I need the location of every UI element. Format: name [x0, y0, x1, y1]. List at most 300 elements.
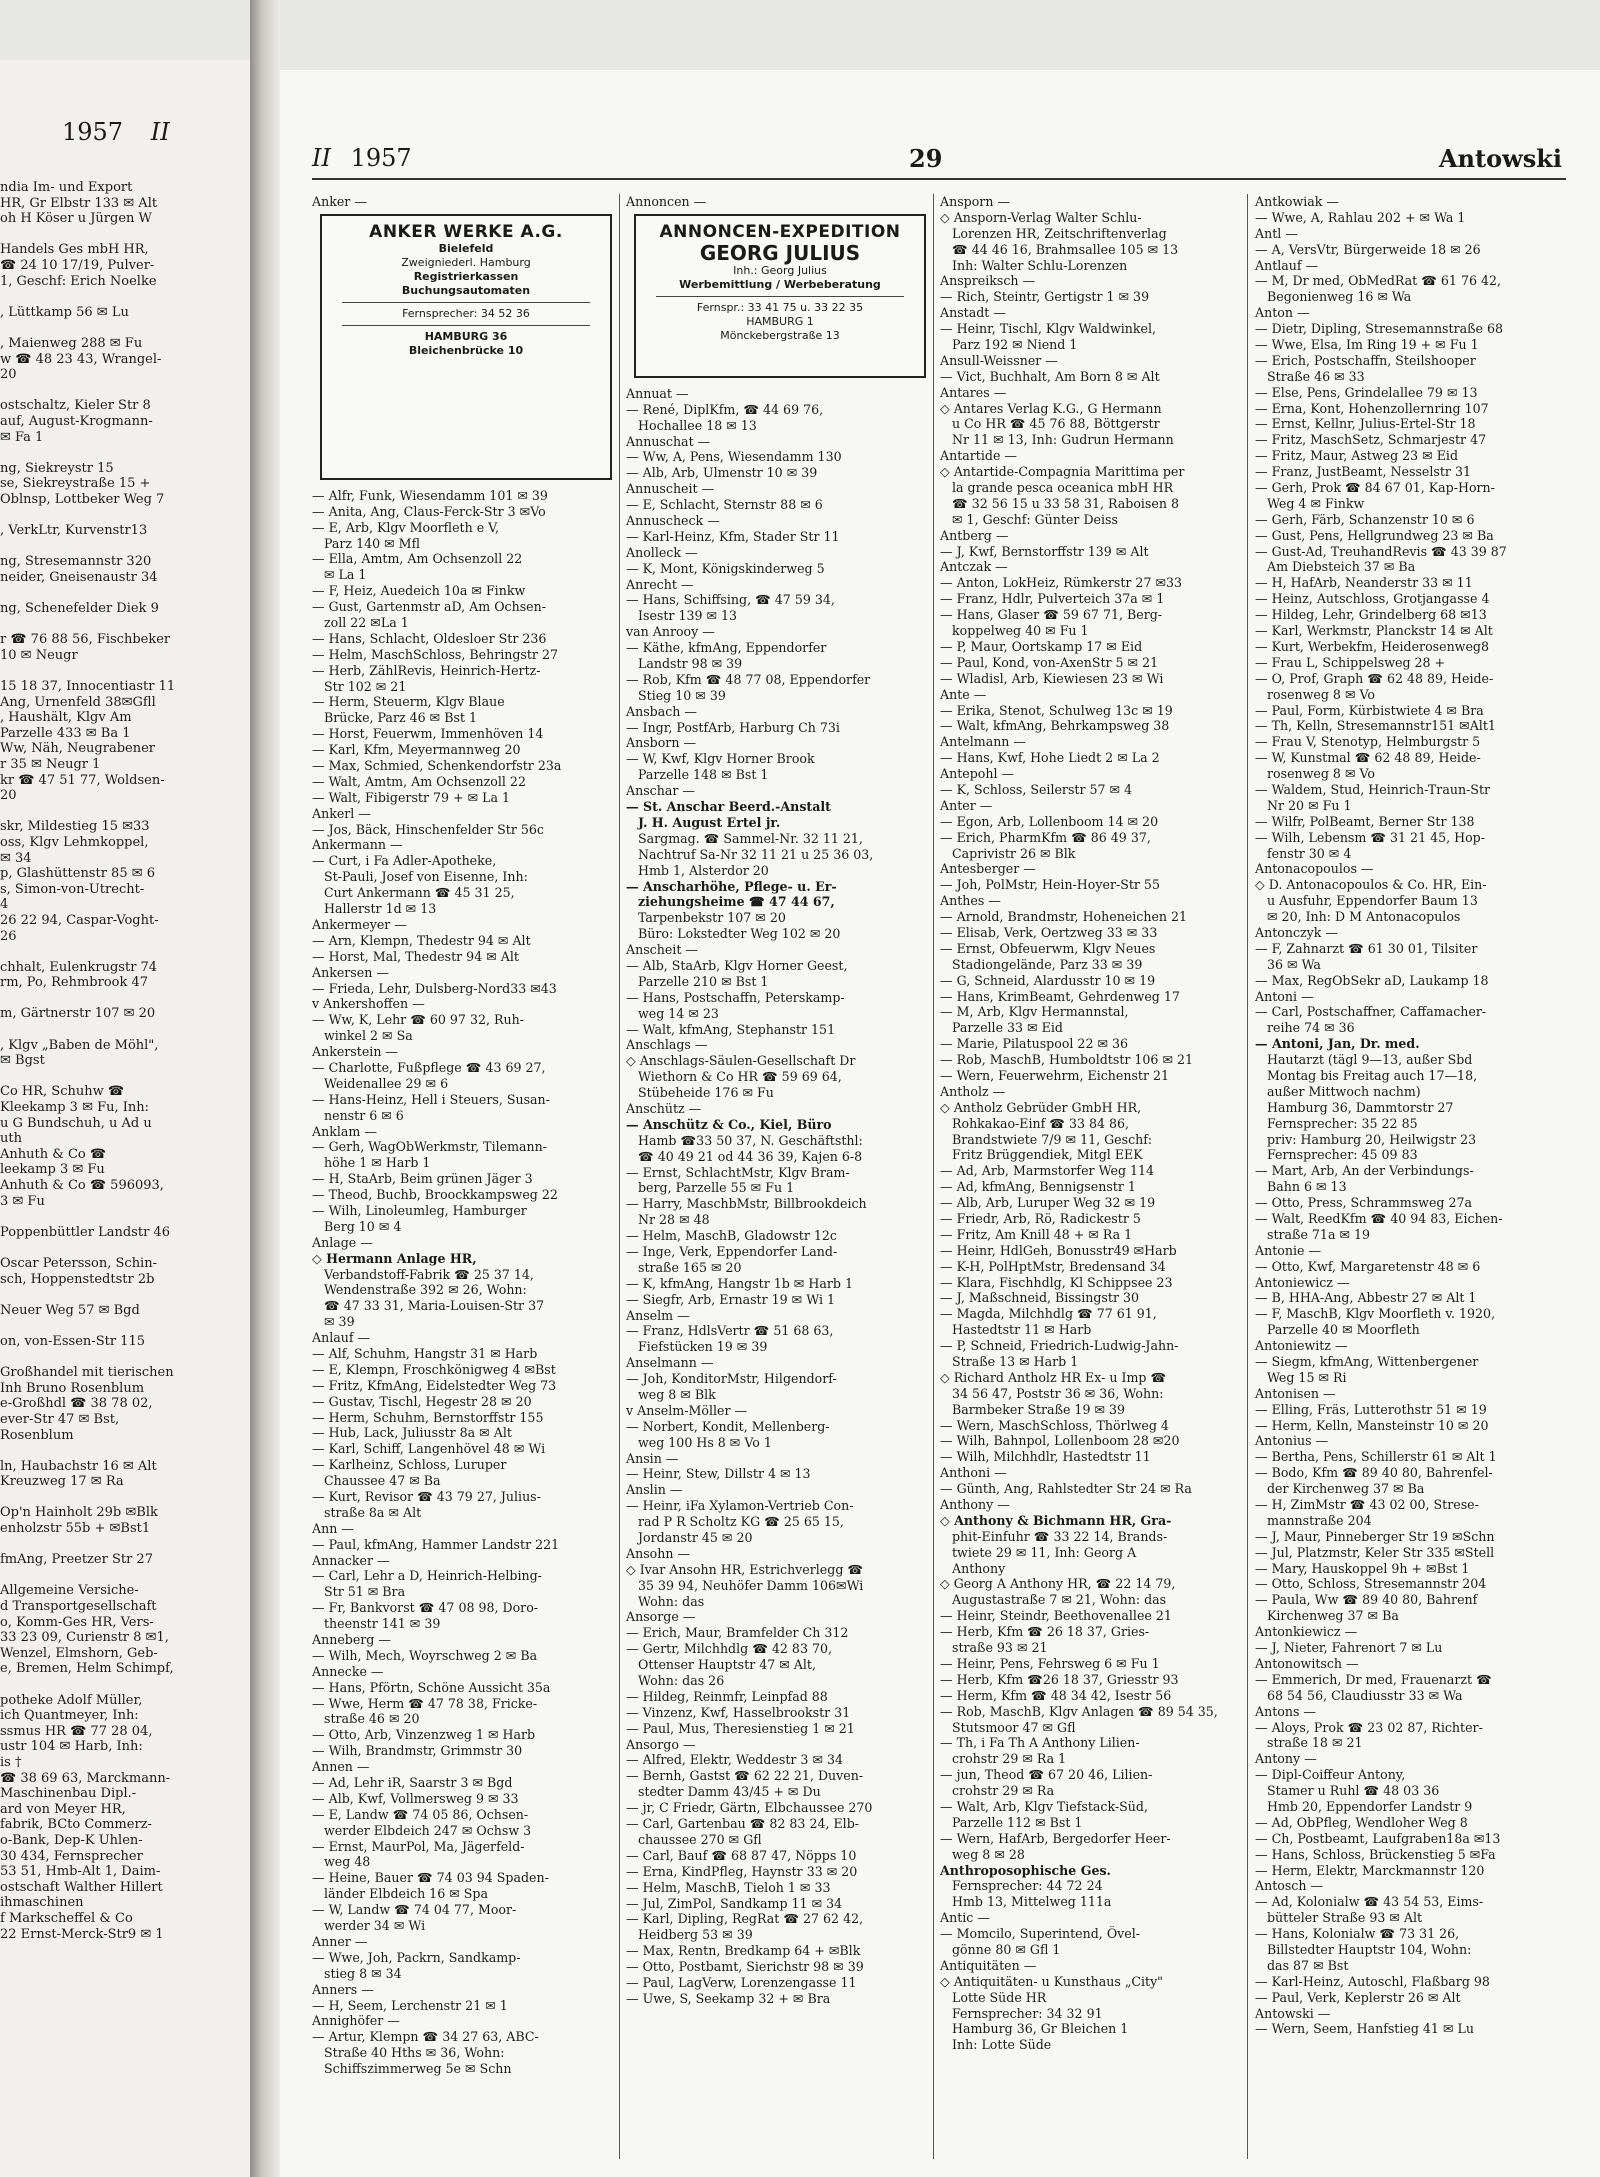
entry-line: — Gustav, Tischl, Hegestr 28 ✉ 20	[312, 1393, 532, 1409]
entry-line: — René, DiplKfm, ☎ 44 69 76,	[626, 401, 824, 417]
business-entry: ziehungsheime ☎ 47 44 67,	[638, 894, 835, 910]
entry-line: — Otto, Kwf, Margaretenstr 48 ✉ 6	[1255, 1258, 1481, 1274]
entry-line: — Heinr, Pens, Fehrsweg 6 ✉ Fu 1	[940, 1655, 1160, 1671]
left-page-line: f Markscheffel & Co	[0, 1910, 133, 1926]
entry-line: — Vict, Buchhalt, Am Born 8 ✉ Alt	[940, 368, 1160, 384]
entry-line: — Wwe, Elsa, Im Ring 19 + ✉ Fu 1	[1255, 337, 1479, 353]
entry-continuation: u Ausfuhr, Eppendorfer Baum 13	[1267, 893, 1478, 909]
surname-heading: Anschar —	[626, 783, 695, 799]
entry-line: — Karl, Dipling, RegRat ☎ 27 62 42,	[626, 1911, 864, 1927]
entry-continuation: theenstr 141 ✉ 39	[324, 1616, 441, 1632]
left-page-line: 53 51, Hmb-Alt 1, Daim-	[0, 1864, 161, 1880]
left-page-line: auf, August-Krogmann-	[0, 413, 153, 429]
entry-line: — Ww, K, Lehr ☎ 60 97 32, Ruh-	[312, 1012, 524, 1028]
entry-line: — Max, Schmied, Schenkendorfstr 23a	[312, 758, 562, 774]
business-entry: — St. Anschar Beerd.-Anstalt	[626, 799, 831, 815]
entry-continuation: zoll 22 ✉La 1	[324, 615, 409, 631]
entry-continuation: u Co HR ☎ 45 76 88, Böttgerstr	[952, 416, 1160, 432]
left-page-line: ich Quantmeyer, Inh:	[0, 1708, 139, 1724]
left-page-column	[0, 180, 238, 1942]
entry-line: — Rob, Kfm ☎ 48 77 08, Eppendorfer	[626, 671, 871, 687]
entry-continuation: crohstr 29 ✉ Ra	[952, 1783, 1055, 1799]
business-entry: — Anschütz & Co., Kiel, Büro	[626, 1116, 832, 1132]
entry-line: — Rob, MaschB, Humboldtstr 106 ✉ 21	[940, 1052, 1194, 1068]
entry-continuation: Anthony	[952, 1560, 1006, 1576]
left-page-line	[0, 1209, 238, 1225]
left-page-line: ssmus HR ☎ 77 28 04,	[0, 1723, 153, 1739]
left-page-line: kr ☎ 47 51 77, Woldsen-	[0, 772, 165, 788]
surname-heading: Antczak —	[940, 559, 1008, 575]
entry-line: — Elling, Fräs, Lutterothstr 51 ✉ 19	[1255, 1401, 1487, 1417]
entry-line: — Wilh, Mech, Woyrschweg 2 ✉ Ba	[312, 1647, 538, 1663]
surname-heading: Antoniewitz —	[1255, 1338, 1348, 1354]
entry-line: — Alb, Arb, Ulmenstr 10 ✉ 39	[626, 465, 818, 481]
surname-heading: Antonisen —	[1255, 1385, 1336, 1401]
left-page-year: 1957	[62, 118, 124, 146]
entry-line: — Dietr, Dipling, Stresemannstraße 68	[1255, 321, 1503, 337]
entry-line: — Ww, A, Pens, Wiesendamm 130	[626, 449, 842, 465]
entry-line: — E, Landw ☎ 74 05 86, Ochsen-	[312, 1806, 529, 1822]
entry-line: — Wilh, Bahnpol, Lollenboom 28 ✉20	[940, 1433, 1180, 1449]
left-page-line: skr, Mildestieg 15 ✉33	[0, 819, 150, 835]
entry-continuation: rad P R Scholtz KG ☎ 25 65 15,	[638, 1514, 844, 1530]
entry-line: — Paul, LagVerw, Lorenzengasse 11	[626, 1974, 857, 1990]
left-page-line: o, Komm-Ges HR, Vers-	[0, 1614, 154, 1630]
entry-line: — E, Klempn, Froschkönigweg 4 ✉Bst	[312, 1361, 556, 1377]
ad-address-city: HAMBURG 1	[746, 314, 814, 328]
surname-heading: Antlauf —	[1255, 257, 1319, 273]
entry-continuation: Parz 140 ✉ Mfl	[324, 535, 420, 551]
surname-heading: Ansorge —	[626, 1609, 696, 1625]
entry-line: — Otto, Schloss, Stresemannstr 204	[1255, 1576, 1487, 1592]
entry-line: — Momcilo, Superintend, Övel-	[940, 1926, 1140, 1942]
left-page-line: 15 18 37, Innocentiastr 11	[0, 679, 176, 694]
entry-line: — Herm, Elektr, Marckmannstr 120	[1255, 1862, 1485, 1878]
header-roman-numeral: II	[312, 144, 331, 172]
left-page-line: se, Siekreystraße 15 +	[0, 476, 151, 492]
entry-line: — Carl, Gartenbau ☎ 82 83 24, Elb-	[626, 1816, 860, 1832]
entry-line: — Paul, Kond, von-AxenStr 5 ✉ 21	[940, 654, 1159, 670]
entry-line: — Wern, MaschSchloss, Thörlweg 4	[940, 1417, 1169, 1433]
entry-line: — Erna, KindPfleg, Haynstr 33 ✉ 20	[626, 1863, 858, 1879]
entry-line: — Vinzenz, Kwf, Hasselbrookstr 31	[626, 1704, 851, 1720]
left-page-line: ostschaltz, Kieler Str 8	[0, 398, 151, 414]
entry-line: — Else, Pens, Grindelallee 79 ✉ 13	[1255, 384, 1478, 400]
entry-continuation: straße 93 ✉ 21	[952, 1640, 1048, 1656]
entry-continuation: Parzelle 40 ✉ Moorfleth	[1267, 1322, 1420, 1338]
entry-line: — Frieda, Lehr, Dulsberg-Nord33 ✉43	[312, 980, 557, 996]
left-page-line: s, Simon-von-Utrecht-	[0, 881, 145, 897]
entry-line: — Mary, Hauskoppel 9h + ✉Bst 1	[1255, 1560, 1470, 1576]
surname-heading: Ankersen —	[312, 964, 389, 980]
left-page-line: Oscar Petersson, Schin-	[0, 1255, 157, 1271]
surname-heading: Ankermeyer —	[312, 916, 407, 932]
page-header-left	[312, 144, 412, 172]
entry-line: — F, Zahnarzt ☎ 61 30 01, Tilsiter	[1255, 940, 1478, 956]
left-page-line: ☎ 24 10 17/19, Pulver-	[0, 257, 155, 273]
surname-heading: Antonacopoulos —	[1255, 861, 1374, 877]
entry-line: — Hans, Postschaffn, Peterskamp-	[626, 989, 845, 1005]
surname-heading: Ansbach —	[626, 703, 697, 719]
ad-city: Bielefeld	[438, 241, 494, 255]
entry-continuation: ☎ 47 33 31, Maria-Louisen-Str 37	[324, 1298, 545, 1314]
left-page-line	[0, 539, 238, 555]
entry-line: — Jul, ZimPol, Sandkamp 11 ✉ 34	[626, 1895, 843, 1911]
entry-line: — Paul, Form, Kürbistwiete 4 ✉ Bra	[1255, 702, 1484, 718]
entry-continuation: Nachtruf Sa-Nr 32 11 21 u 25 36 03,	[638, 846, 874, 862]
left-page-line: r ☎ 76 88 56, Fischbeker	[0, 632, 171, 648]
running-head: Antowski	[1438, 144, 1562, 173]
entry-continuation: Tarpenbekstr 107 ✉ 20	[638, 910, 786, 926]
entry-line: — J, Nieter, Fahrenort 7 ✉ Lu	[1255, 1640, 1443, 1656]
entry-line: — jun, Theod ☎ 67 20 46, Lilien-	[940, 1767, 1153, 1783]
surname-heading: Ansporn —	[940, 194, 1011, 209]
entry-line: — Siegm, kfmAng, Wittenbergener	[1255, 1354, 1479, 1370]
left-page-line	[0, 1677, 238, 1693]
entry-line: — H, StaArb, Beim grünen Jäger 3	[312, 1171, 533, 1187]
annoncen-expedition-advertisement	[634, 214, 926, 378]
entry-line: — Karl, Kfm, Meyermannweg 20	[312, 742, 521, 758]
surname-heading: Anscheit —	[626, 942, 698, 958]
entry-continuation: Hmb 13, Mittelweg 111a	[952, 1894, 1112, 1910]
left-page-line: leekamp 3 ✉ Fu	[0, 1162, 105, 1178]
ad-company-name: ANNONCEN-EXPEDITION	[659, 221, 901, 242]
surname-heading: Antic —	[940, 1910, 990, 1926]
entry-line: — J, Maur, Pinneberger Str 19 ✉Schn	[1255, 1528, 1495, 1544]
business-entry: Anthroposophische Ges.	[940, 1862, 1111, 1878]
entry-continuation: Nr 11 ✉ 13, Inh: Gudrun Hermann	[952, 432, 1174, 448]
entry-line: — Dipl-Coiffeur Antony,	[1255, 1767, 1406, 1783]
entry-continuation: 35 39 94, Neuhöfer Damm 106✉Wi	[638, 1577, 864, 1593]
entry-line: — Hans, Schiffsing, ☎ 47 59 34,	[626, 592, 835, 608]
entry-continuation: rosenweg 8 ✉ Vo	[1267, 686, 1376, 702]
entry-continuation: Stadiongelände, Parz 33 ✉ 39	[952, 956, 1143, 972]
surname-heading: Annen —	[312, 1759, 370, 1775]
left-page-line: 26 22 94, Caspar-Voght-	[0, 912, 159, 928]
surname-heading: Anthoni —	[940, 1465, 1007, 1481]
left-page-line: Ang, Urnenfeld 38✉Gfll	[0, 694, 156, 710]
entry-line: — Joh, PolMstr, Hein-Hoyer-Str 55	[940, 877, 1160, 893]
left-page-line	[0, 1318, 238, 1334]
surname-heading: Antkowiak —	[1255, 194, 1340, 209]
entry-line: — Harry, MaschbMstr, Billbrookdeich	[626, 1196, 867, 1212]
surname-heading: Anker —	[312, 194, 367, 209]
left-page-line: ng, Siekreystr 15	[0, 460, 114, 476]
surname-heading: Antiquitäten —	[940, 1957, 1037, 1973]
entry-line: — Fritz, MaschSetz, Schmarjestr 47	[1255, 432, 1487, 448]
business-entry: ◇ Anthony & Bichmann HR, Gra-	[940, 1512, 1172, 1528]
left-page-line: Co HR, Schuhw ☎	[0, 1084, 125, 1100]
anker-werke-advertisement	[320, 214, 612, 480]
surname-heading: Antholz —	[940, 1083, 1006, 1099]
surname-heading: Antony —	[1255, 1751, 1317, 1767]
entry-line: — Otto, Postbamt, Sierichstr 98 ✉ 39	[626, 1959, 864, 1975]
entry-continuation: Kirchenweg 37 ✉ Ba	[1267, 1608, 1399, 1624]
ad-address-city: HAMBURG 36	[424, 329, 508, 343]
entry-continuation: Brücke, Parz 46 ✉ Bst 1	[324, 710, 477, 726]
left-page-line: , Maienweg 288 ✉ Fu	[0, 335, 143, 351]
entry-line: — Herb, ZählRevis, Heinrich-Hertz-	[312, 662, 541, 678]
entry-line: — Erich, PharmKfm ☎ 86 49 37,	[940, 829, 1151, 845]
entry-line: — Erich, Maur, Bramfelder Ch 312	[626, 1625, 849, 1641]
entry-continuation: ✉ 20, Inh: D M Antonacopulos	[1267, 909, 1461, 925]
entry-continuation: stieg 8 ✉ 34	[324, 1965, 402, 1981]
entry-line: — Helm, MaschB, Gladowstr 12c	[626, 1228, 837, 1244]
left-page-line: sch, Hoppenstedtstr 2b	[0, 1271, 155, 1287]
entry-line: ◇ Ivar Ansohn HR, Estrichverlegg ☎	[626, 1561, 864, 1577]
surname-heading: Antonkiewicz —	[1255, 1624, 1358, 1640]
left-page-line: , Klgv „Baben de Möhl",	[0, 1037, 159, 1053]
entry-continuation: Parzelle 210 ✉ Bst 1	[638, 973, 769, 989]
entry-continuation: werder 34 ✉ Wi	[324, 1918, 426, 1934]
entry-line: ◇ D. Antonacopoulos & Co. HR, Ein-	[1255, 877, 1487, 893]
entry-line: — Franz, HdlsVertr ☎ 51 68 63,	[626, 1323, 834, 1339]
left-page-line: ☎ 38 69 63, Marckmann-	[0, 1770, 171, 1786]
surname-heading: Ante —	[940, 686, 987, 702]
entry-line: — Hans, Schlacht, Oldesloer Str 236	[312, 630, 547, 646]
surname-heading: Antl —	[1255, 225, 1298, 241]
entry-continuation: Stübeheide 176 ✉ Fu	[638, 1085, 774, 1101]
left-page-line: Parzelle 433 ✉ Ba 1	[0, 725, 131, 741]
entry-line: — Egon, Arb, Lollenboom 14 ✉ 20	[940, 813, 1159, 829]
surname-heading: Anrecht —	[626, 576, 694, 592]
entry-line: — Heinz, Autschloss, Grotjangasse 4	[1255, 591, 1490, 607]
left-page-line: e, Bremen, Helm Schimpf,	[0, 1661, 174, 1677]
column-divider	[933, 194, 934, 2159]
entry-continuation: Stutsmoor 47 ✉ Gfl	[952, 1719, 1076, 1735]
left-page-line	[0, 507, 238, 523]
entry-continuation: Hmb 20, Eppendorfer Landstr 9	[1267, 1798, 1473, 1814]
entry-line: — Rich, Steintr, Gertigstr 1 ✉ 39	[940, 289, 1150, 305]
entry-line: — A, VersVtr, Bürgerweide 18 ✉ 26	[1255, 241, 1481, 257]
entry-continuation: Augustastraße 7 ✉ 21, Wohn: das	[952, 1592, 1167, 1608]
entry-line: — B, HHA-Ang, Abbestr 27 ✉ Alt 1	[1255, 1290, 1477, 1306]
entry-continuation: Parzelle 33 ✉ Eid	[952, 1020, 1063, 1036]
entry-line: — Helm, MaschB, Tieloh 1 ✉ 33	[626, 1879, 831, 1895]
left-page-line: uth	[0, 1131, 22, 1147]
entry-line: — F, MaschB, Klgv Moorfleth v. 1920,	[1255, 1306, 1496, 1322]
entry-line: — Bertha, Pens, Schillerstr 61 ✉ Alt 1	[1255, 1449, 1497, 1465]
entry-continuation: Barmbeker Straße 19 ✉ 39	[952, 1401, 1126, 1417]
entry-line: — G, Schneid, Alardusstr 10 ✉ 19	[940, 972, 1156, 988]
ad-divider	[342, 325, 590, 326]
entry-line: — M, Dr med, ObMedRat ☎ 61 76 42,	[1255, 273, 1501, 289]
left-page-line: 30 434, Fernsprecher	[0, 1848, 143, 1864]
entry-line: — jr, C Friedr, Gärtn, Elbchaussee 270	[626, 1800, 873, 1816]
surname-heading: Antons —	[1255, 1703, 1317, 1719]
surname-heading: Anlauf —	[312, 1330, 371, 1346]
entry-line: — Charlotte, Fußpflege ☎ 43 69 27,	[312, 1059, 546, 1075]
left-page-line	[0, 1443, 238, 1459]
directory-column-1	[312, 194, 612, 2169]
left-page-line: Neuer Weg 57 ✉ Bgd	[0, 1302, 140, 1318]
surname-heading: Ankerl —	[312, 805, 371, 821]
entry-line: — K-H, PolHptMstr, Bredensand 34	[940, 1258, 1166, 1274]
entry-line: — Paul, kfmAng, Hammer Landstr 221	[312, 1536, 560, 1552]
entry-line: — Wern, HafArb, Bergedorfer Heer-	[940, 1830, 1171, 1846]
entry-continuation: 34 56 47, Poststr 36 ✉ 36, Wohn:	[952, 1385, 1164, 1401]
entry-line: — Wilh, Milchhdlr, Hastedtstr 11	[940, 1449, 1151, 1465]
left-page-line: ln, Haubachstr 16 ✉ Alt	[0, 1458, 157, 1474]
entry-continuation: Hochallee 18 ✉ 13	[638, 417, 757, 433]
entry-line: — Karlheinz, Schloss, Luruper	[312, 1457, 507, 1473]
entry-line: — Horst, Mal, Thedestr 94 ✉ Alt	[312, 948, 519, 964]
entry-continuation: straße 165 ✉ 20	[638, 1259, 742, 1275]
ad-phone: Fernsprecher: 34 52 36	[402, 306, 530, 320]
entry-continuation: der Kirchenweg 37 ✉ Ba	[1267, 1481, 1425, 1497]
entry-line: — Otto, Press, Schrammsweg 27a	[1255, 1195, 1473, 1211]
left-page-line: ever-Str 47 ✉ Bst,	[0, 1411, 120, 1427]
surname-heading: Anselmann —	[626, 1355, 714, 1371]
left-page-line: Wenzel, Elmshorn, Geb-	[0, 1645, 158, 1661]
ad-branch: Zweigniederl. Hamburg	[401, 255, 531, 269]
surname-heading: Ankermann —	[312, 837, 403, 853]
entry-line: — Jos, Bäck, Hinschenfelder Str 56c	[312, 821, 544, 837]
surname-heading: Anklam —	[312, 1123, 377, 1139]
entry-continuation: ✉ 1, Geschf: Günter Deiss	[952, 511, 1118, 527]
entry-line: — Siegfr, Arb, Ernastr 19 ✉ Wi 1	[626, 1291, 835, 1307]
entry-line: — Norbert, Kondit, Mellenberg-	[626, 1418, 830, 1434]
entry-line: — Max, RegObSekr aD, Laukamp 18	[1255, 972, 1489, 988]
left-page-line	[0, 289, 238, 305]
left-page-line: ✉ Fa 1	[0, 429, 44, 445]
entry-line: — Bodo, Kfm ☎ 89 40 80, Bahrenfel-	[1255, 1465, 1493, 1481]
entry-line: — Walt, kfmAng, Behrkampsweg 38	[940, 718, 1170, 734]
left-page-line: 10 ✉ Neugr	[0, 647, 78, 663]
entry-continuation: straße 46 ✉ 20	[324, 1711, 420, 1727]
surname-heading: Ansorgo —	[626, 1736, 696, 1752]
entry-line: — Fr, Bankvorst ☎ 47 08 98, Doro-	[312, 1600, 539, 1616]
left-page-line	[0, 383, 238, 399]
left-page-line: enholzstr 55b + ✉Bst1	[0, 1521, 151, 1537]
left-page-line: ng, Schenefelder Diek 9	[0, 601, 159, 617]
ad-address-street: Mönckebergstraße 13	[720, 328, 840, 342]
directory-page	[280, 70, 1600, 2177]
entry-continuation: Billstedter Hauptstr 104, Wohn:	[1267, 1941, 1472, 1957]
entry-line: — Gertr, Milchhdlg ☎ 42 83 70,	[626, 1641, 832, 1657]
entry-line: — Walt, kfmAng, Stephanstr 151	[626, 1021, 836, 1037]
entry-line: — Marie, Pilatuspool 22 ✉ 36	[940, 1036, 1129, 1052]
left-page-line: Op'n Hainholt 29b ✉Blk	[0, 1505, 158, 1521]
entry-continuation: Wiethorn & Co HR ☎ 59 69 64,	[638, 1069, 842, 1085]
entry-line: — Ella, Amtm, Am Ochsenzoll 22	[312, 551, 523, 567]
surname-heading: Annuscheit —	[626, 481, 715, 497]
entry-line: — Herb, Kfm ☎26 18 37, Griesstr 93	[940, 1671, 1179, 1687]
entry-line: — Franz, Hdlr, Pulverteich 37a ✉ 1	[940, 591, 1165, 607]
entry-line: — Paul, Mus, Theresienstieg 1 ✉ 21	[626, 1720, 855, 1736]
entry-line: — Fritz, Am Knill 48 + ✉ Ra 1	[940, 1226, 1133, 1242]
entry-continuation: Parzelle 148 ✉ Bst 1	[638, 767, 769, 783]
entry-continuation: Büro: Lokstedter Weg 102 ✉ 20	[638, 926, 841, 942]
surname-heading: van Anrooy —	[626, 624, 715, 640]
entry-line: — Magda, Milchhdlg ☎ 77 61 91,	[940, 1306, 1157, 1322]
surname-heading: Antelmann —	[940, 734, 1027, 750]
entry-continuation: Stieg 10 ✉ 39	[638, 687, 726, 703]
entry-line: — Walt, Arb, Klgv Tiefstack-Süd,	[940, 1798, 1148, 1814]
book-gutter	[250, 0, 280, 2177]
left-page-header	[62, 118, 237, 158]
entry-continuation: Verbandstoff-Fabrik ☎ 25 37 14,	[324, 1266, 534, 1282]
left-page-line: HR, Gr Elbstr 133 ✉ Alt	[0, 195, 158, 211]
entry-line: — Uwe, S, Seekamp 32 + ✉ Bra	[626, 1990, 831, 2006]
left-page-line: 4	[0, 897, 9, 913]
entry-continuation: fenstr 30 ✉ 4	[1267, 845, 1352, 861]
entry-line: — Rob, MaschB, Klgv Anlagen ☎ 89 54 35,	[940, 1703, 1218, 1719]
left-page-line	[0, 1022, 238, 1038]
left-page-line: Anhuth & Co ☎	[0, 1146, 107, 1162]
entry-line: — K, Schloss, Seilerstr 57 ✉ 4	[940, 781, 1133, 797]
entry-continuation: Isestr 139 ✉ 13	[638, 608, 738, 624]
surname-heading: Ankerstein —	[312, 1044, 399, 1060]
entry-continuation: priv: Hamburg 20, Heilwigstr 23	[1267, 1131, 1477, 1147]
entry-line: — Heinr, iFa Xylamon-Vertrieb Con-	[626, 1498, 854, 1514]
entry-line: — H, Seem, Lerchenstr 21 ✉ 1	[312, 1997, 508, 2013]
left-page-line: r 35 ✉ Neugr 1	[0, 756, 101, 772]
entry-continuation: winkel 2 ✉ Sa	[324, 1028, 413, 1044]
entry-line: — F, Heiz, Auedeich 10a ✉ Finkw	[312, 583, 526, 599]
entry-line: — Gust, Pens, Hellgrundweg 23 ✉ Ba	[1255, 527, 1494, 543]
entry-continuation: straße 8a ✉ Alt	[324, 1504, 422, 1520]
surname-heading: Antonowitsch —	[1255, 1655, 1359, 1671]
entry-line: — Hildeg, Reinmfr, Leinpfad 88	[626, 1688, 828, 1704]
entry-line: — P, Schneid, Friedrich-Ludwig-Jahn-	[940, 1338, 1179, 1354]
entry-continuation: Hamburg 36, Gr Bleichen 1	[952, 2021, 1129, 2037]
entry-line: — Aloys, Prok ☎ 23 02 87, Richter-	[1255, 1719, 1483, 1735]
surname-heading: Anthes —	[940, 893, 1001, 909]
surname-heading: Annoncen —	[626, 194, 707, 209]
entry-continuation: Weidenallee 29 ✉ 6	[324, 1075, 449, 1091]
left-page-line	[0, 227, 238, 243]
entry-line: — Karl-Heinz, Kfm, Stader Str 11	[626, 528, 840, 544]
entry-continuation: Fiefstücken 19 ✉ 39	[638, 1339, 768, 1355]
entry-line: — Walt, Fibigerstr 79 + ✉ La 1	[312, 789, 511, 805]
entry-continuation: Parz 192 ✉ Niend 1	[952, 337, 1078, 353]
entry-line: — Hans, Kwf, Hohe Liedt 2 ✉ La 2	[940, 750, 1160, 766]
surname-heading: Antoni —	[1255, 988, 1314, 1004]
left-page-line: Anhuth & Co ☎ 596093,	[0, 1178, 164, 1193]
entry-continuation: Stamer u Ruhl ☎ 48 03 36	[1267, 1783, 1440, 1799]
entry-continuation: Hastedtstr 11 ✉ Harb	[952, 1322, 1092, 1338]
left-page-line: Großhandel mit tierischen	[0, 1365, 174, 1381]
left-page-line: , Lüttkamp 56 ✉ Lu	[0, 304, 129, 320]
left-page-line	[0, 1240, 238, 1256]
surname-heading: Anter —	[940, 797, 993, 813]
surname-heading: Antares —	[940, 384, 1007, 400]
surname-heading: Anschütz —	[626, 1100, 702, 1116]
entry-line: — Frau L, Schippelsweg 28 +	[1255, 654, 1446, 670]
entry-line: — Gerh, Prok ☎ 84 67 01, Kap-Horn-	[1255, 480, 1495, 496]
entry-continuation: Nr 20 ✉ Fu 1	[1267, 797, 1352, 813]
surname-heading: Annuat —	[626, 385, 689, 401]
entry-continuation: straße 71a ✉ 19	[1267, 1226, 1371, 1242]
entry-line: — Ernst, SchlachtMstr, Klgv Bram-	[626, 1164, 850, 1180]
entry-continuation: Straße 46 ✉ 33	[1267, 368, 1365, 384]
entry-continuation: stedter Damm 43/45 + ✉ Du	[638, 1784, 821, 1800]
surname-heading: Anners —	[312, 1981, 374, 1997]
left-page-line: 33 23 09, Curienstr 8 ✉1,	[0, 1630, 169, 1646]
entry-continuation: rosenweg 8 ✉ Vo	[1267, 766, 1376, 782]
entry-line: — Wern, Feuerwehrm, Eichenstr 21	[940, 1067, 1170, 1083]
entry-continuation: Hautarzt (tägl 9—13, außer Sbd	[1267, 1052, 1473, 1068]
entry-line: — Ad, Kolonialw ☎ 43 54 53, Eims-	[1255, 1894, 1484, 1910]
left-page-line	[0, 585, 238, 601]
left-page-line: neider, Gneisenaustr 34	[0, 569, 158, 585]
entry-continuation: Hamburg 36, Dammtorstr 27	[1267, 1099, 1454, 1115]
entry-line: — Ad, Lehr iR, Saarstr 3 ✉ Bgd	[312, 1775, 513, 1791]
surname-heading: Anner —	[312, 1933, 368, 1949]
left-page-line: ✉ Bgst	[0, 1053, 45, 1069]
entry-line: — Alfred, Elektr, Weddestr 3 ✉ 34	[626, 1752, 844, 1768]
